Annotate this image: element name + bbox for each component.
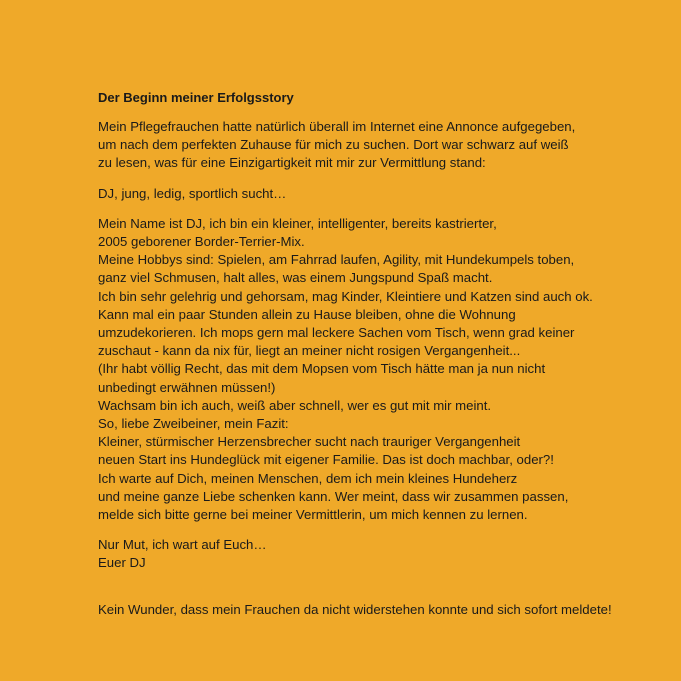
text-line: So, liebe Zweibeiner, mein Fazit: (98, 416, 289, 432)
text-line: Kann mal ein paar Stunden allein zu Hause bleiben, ohne die Wohnung (98, 306, 516, 322)
text-line: Mein Pflegefrauchen hatte natürlich überall im Internet eine Annonce aufgegeben, (98, 119, 576, 134)
text-line: Ich bin sehr gelehrig und gehorsam, mag Kinder, Kleintiere und Katzen sind auch ok. (98, 288, 593, 304)
text-line: umzudekorieren. Ich mops gern mal leckere Sachen vom Tisch, wenn grad keiner (98, 325, 575, 341)
text-line: Wachsam bin ich auch, weiß aber schnell, wer es gut mit mir meint. (98, 397, 492, 413)
text-line: um nach dem perfekten Zuhause für mich zu suchen. Dort war schwarz auf weiß (98, 137, 569, 153)
intro-paragraph (98, 118, 681, 173)
ad-body-paragraph (98, 215, 681, 524)
text-line: Ich warte auf Dich, meinen Menschen, dem ich mein kleines Hundeherz (98, 470, 518, 486)
spacer (98, 585, 681, 601)
ad-headline-paragraph (98, 185, 681, 203)
text-line: zu lesen, was für eine Einzigartigkeit mit mir zur Vermittlung stand: (98, 155, 486, 171)
closing-paragraph (98, 601, 681, 619)
text-line: zuschaut - kann da nix für, liegt an meiner nicht rosigen Vergangenheit... (98, 343, 521, 359)
text-line: Kleiner, stürmischer Herzensbrecher sucht nach trauriger Vergangenheit (98, 434, 521, 450)
text-line: Meine Hobbys sind: Spielen, am Fahrrad laufen, Agility, mit Hundekumpels toben, (98, 252, 575, 268)
text-line: unbedingt erwähnen müssen!) (98, 379, 276, 395)
document-title: Der Beginn meiner Erfolgsstory (98, 90, 294, 105)
signoff-paragraph (98, 536, 681, 572)
text-line: ganz viel Schmusen, halt alles, was einem Jungspund Spaß macht. (98, 270, 493, 286)
closing-line: Kein Wunder, dass mein Frauchen da nicht widerstehen konnte und sich sofort meldete! (98, 601, 612, 617)
text-line: neuen Start ins Hundeglück mit eigener Familie. Das ist doch machbar, oder?! (98, 452, 554, 468)
text-line: Mein Name ist DJ, ich bin ein kleiner, intelligenter, bereits kastrierter, (98, 215, 497, 231)
text-line: (Ihr habt völlig Recht, das mit dem Mopsen vom Tisch hätte man ja nun nicht (98, 361, 546, 377)
text-line: melde sich bitte gerne bei meiner Vermittlerin, um mich kennen zu lernen. (98, 507, 528, 523)
text-line: Euer DJ (98, 555, 146, 571)
text-line: 2005 geborener Border-Terrier-Mix. (98, 234, 305, 250)
text-line: Nur Mut, ich wart auf Euch… (98, 537, 267, 553)
text-line: und meine ganze Liebe schenken kann. Wer meint, dass wir zusammen passen, (98, 488, 569, 504)
text-line: DJ, jung, ledig, sportlich sucht… (98, 185, 287, 201)
